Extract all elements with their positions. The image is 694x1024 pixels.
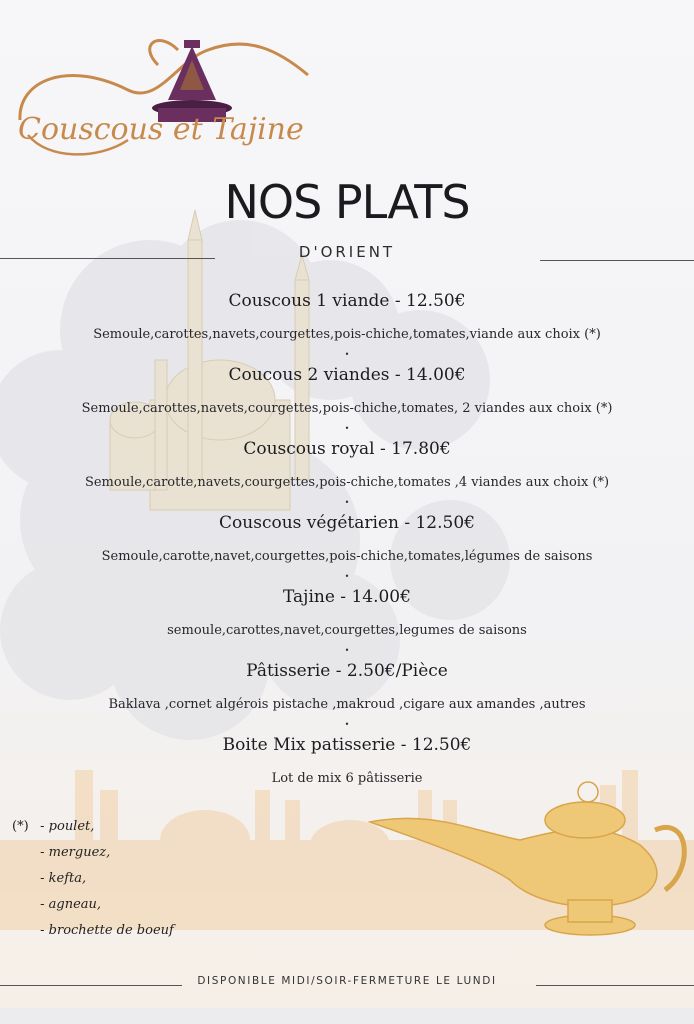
divider-line	[536, 985, 694, 986]
menu-item	[0, 362, 694, 436]
separator-dot: •	[344, 720, 350, 729]
menu-item	[0, 732, 694, 792]
dish-description: Semoule,carotte,navet,courgettes,pois-chiche,tomates,légumes de saisons	[101, 549, 593, 564]
logo-wordmark: Couscous et Tajine	[18, 112, 304, 147]
divider-line	[540, 260, 694, 261]
dish-name: Boite Mix patisserie - 12.50€	[222, 735, 472, 755]
dish-description: Lot de mix 6 pâtisserie	[271, 771, 423, 786]
restaurant-logo	[8, 20, 348, 170]
dish-name: Couscous végétarien - 12.50€	[219, 513, 475, 533]
meat-option: - merguez,	[40, 845, 111, 860]
dish-description: Semoule,carottes,navets,courgettes,pois-chiche,tomates, 2 viandes aux choix (*)	[81, 401, 613, 416]
separator-dot: •	[344, 498, 350, 507]
dish-name: Tajine - 14.00€	[283, 587, 411, 607]
meat-option: - agneau,	[40, 897, 102, 912]
menu-item	[0, 288, 694, 362]
dish-name: Pâtisserie - 2.50€/Pièce	[246, 661, 448, 681]
separator-dot: •	[344, 572, 350, 581]
dish-description: Semoule,carottes,navets,courgettes,pois-chiche,tomates,viande aux choix (*)	[93, 327, 601, 342]
dish-description: Semoule,carotte,navets,courgettes,pois-chiche,tomates ,4 viandes aux choix (*)	[84, 475, 610, 490]
separator-dot: •	[344, 646, 350, 655]
menu-item	[0, 584, 694, 658]
dish-description: Baklava ,cornet algérois pistache ,makroud ,cigare aux amandes ,autres	[108, 697, 586, 712]
menu-item	[0, 436, 694, 510]
meat-option: - brochette de boeuf	[40, 923, 174, 938]
menu-list	[0, 288, 694, 792]
dish-name: Coucous 2 viandes - 14.00€	[228, 365, 466, 385]
meat-option: - poulet,	[40, 819, 95, 834]
page-edge	[0, 1008, 694, 1024]
dish-description: semoule,carottes,navet,courgettes,legumes de saisons	[167, 623, 527, 638]
meat-choice-footnote	[12, 814, 212, 944]
footnote-mark: (*)	[12, 819, 29, 834]
separator-dot: •	[344, 424, 350, 433]
menu-item	[0, 510, 694, 584]
dish-name: Couscous 1 viande - 12.50€	[228, 291, 466, 311]
page-subtitle: D'ORIENT	[298, 243, 396, 261]
opening-hours-note: DISPONIBLE MIDI/SOIR-FERMETURE LE LUNDI	[197, 975, 497, 987]
separator-dot: •	[344, 350, 350, 359]
menu-item	[0, 658, 694, 732]
page-title: NOS PLATS	[224, 175, 470, 229]
meat-option: - kefta,	[40, 871, 87, 886]
dish-name: Couscous royal - 17.80€	[243, 439, 451, 459]
